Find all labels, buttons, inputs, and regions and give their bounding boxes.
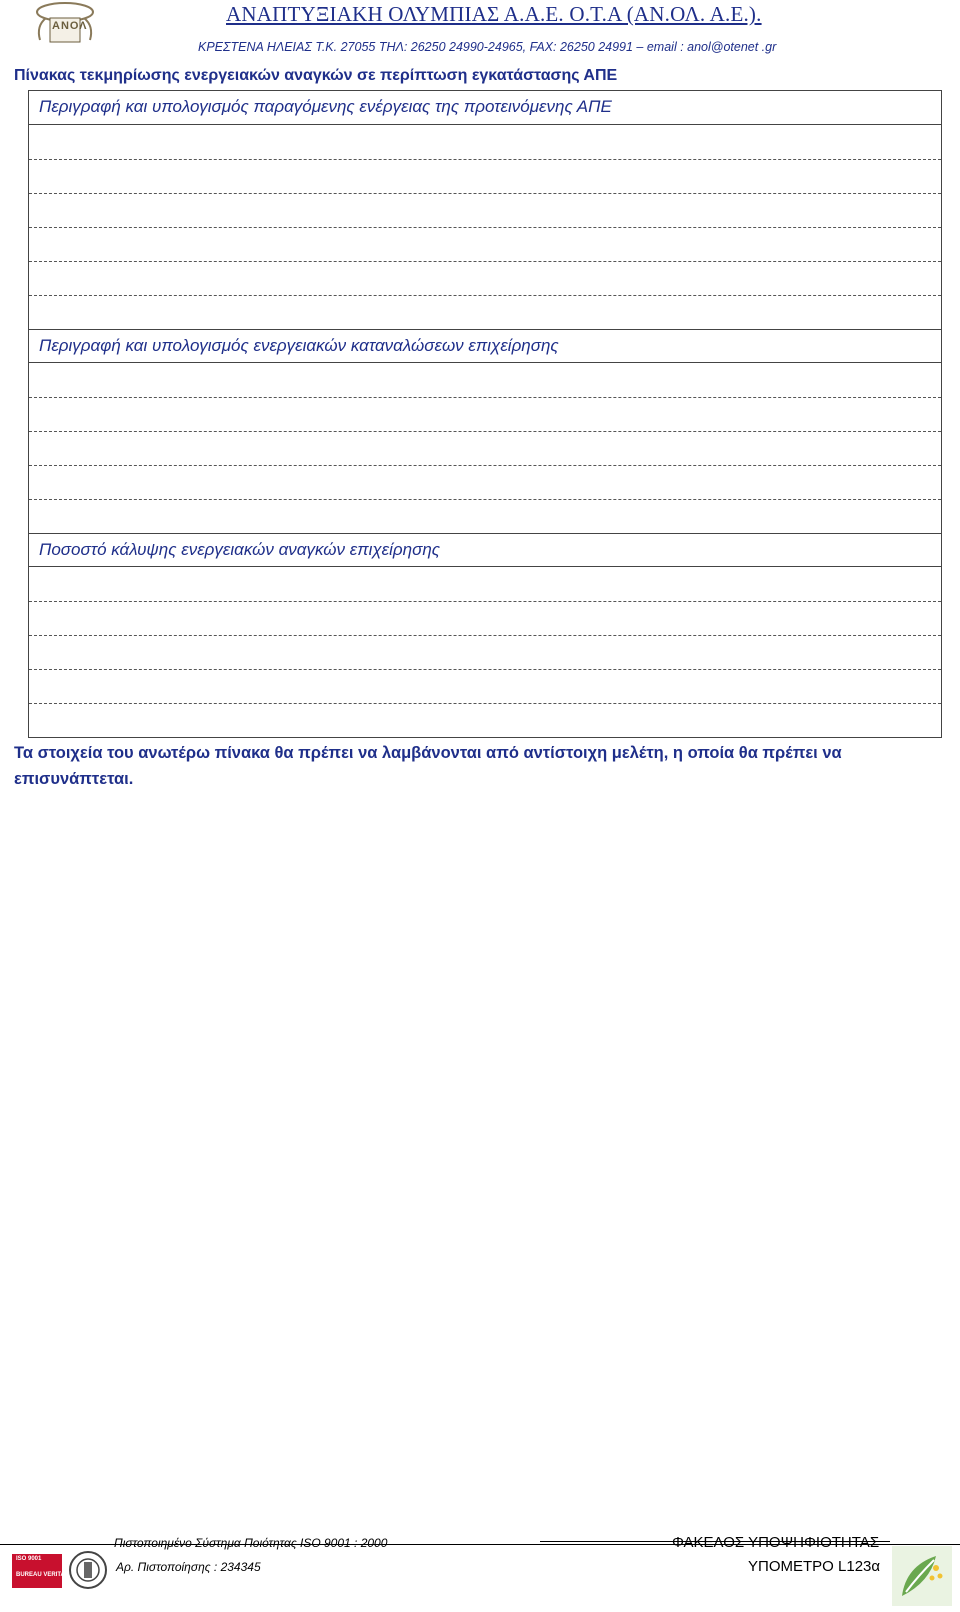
entry-line[interactable]	[29, 601, 941, 602]
entry-line[interactable]	[29, 431, 941, 432]
entry-line[interactable]	[29, 227, 941, 228]
energy-needs-table	[28, 90, 942, 738]
leader-logo-icon	[892, 1546, 952, 1606]
certification-number: Αρ. Πιστοποίησης : 234345	[116, 1560, 261, 1574]
entry-line[interactable]	[29, 295, 941, 296]
organization-contact: ΚΡΕΣΤΕΝΑ ΗΛΕΙΑΣ Τ.Κ. 27055 ΤΗΛ: 26250 24990-24965, FAX: 26250 24991 – email : anol@otenet .gr	[198, 40, 777, 54]
table-note: Τα στοιχεία του ανωτέρω πίνακα θα πρέπει να λαμβάνονται από αντίστοιχη μελέτη, η οποία θα πρέπει να επισυνάπτεται.	[14, 744, 842, 788]
organization-title: ΑΝΑΠΤΥΞΙΑΚΗ ΟΛΥΜΠΙΑΣ Α.Α.Ε. Ο.Τ.Α (ΑΝ.ΟΛ. Α.Ε.).	[226, 2, 762, 26]
application-folder-label: ΦΑΚΕΛΟΣ ΥΠΟΨΗΦΙΟΤΗΤΑΣ	[672, 1534, 880, 1551]
entry-line[interactable]	[29, 397, 941, 398]
document-heading: Πίνακας τεκμηρίωσης ενεργειακών αναγκών σε περίπτωση εγκατάστασης ΑΠΕ	[14, 67, 618, 84]
entry-line[interactable]	[29, 159, 941, 160]
entry-line[interactable]	[29, 261, 941, 262]
entry-line[interactable]	[29, 193, 941, 194]
logo-text: ΑΝΟΛ	[52, 20, 88, 32]
section-title-renewable-energy-production: Περιγραφή και υπολογισμός παραγόμενης ενέργειας της προτεινόμενης ΑΠΕ	[29, 91, 941, 125]
bv-iso-text: ISO 9001	[16, 1556, 42, 1562]
entry-line[interactable]	[29, 465, 941, 466]
entry-line[interactable]	[29, 635, 941, 636]
entry-line[interactable]	[29, 669, 941, 670]
entry-line[interactable]	[29, 499, 941, 500]
certification-system: Πιστοποιημένο Σύστημα Ποιότητας ISO 9001 : 2000	[114, 1536, 388, 1550]
submeasure-label: ΥΠΟΜΕΤΡΟ L123α	[748, 1558, 881, 1575]
section-title-coverage-percentage: Ποσοστό κάλυψης ενεργειακών αναγκών επιχείρησης	[29, 533, 941, 567]
bv-logo-text: BUREAU VERITAS	[16, 1572, 69, 1578]
section-title-energy-consumption: Περιγραφή και υπολογισμός ενεργειακών καταναλώσεων επιχείρησης	[29, 329, 941, 363]
bureau-veritas-logo-icon	[12, 1548, 108, 1590]
entry-line[interactable]	[29, 703, 941, 704]
